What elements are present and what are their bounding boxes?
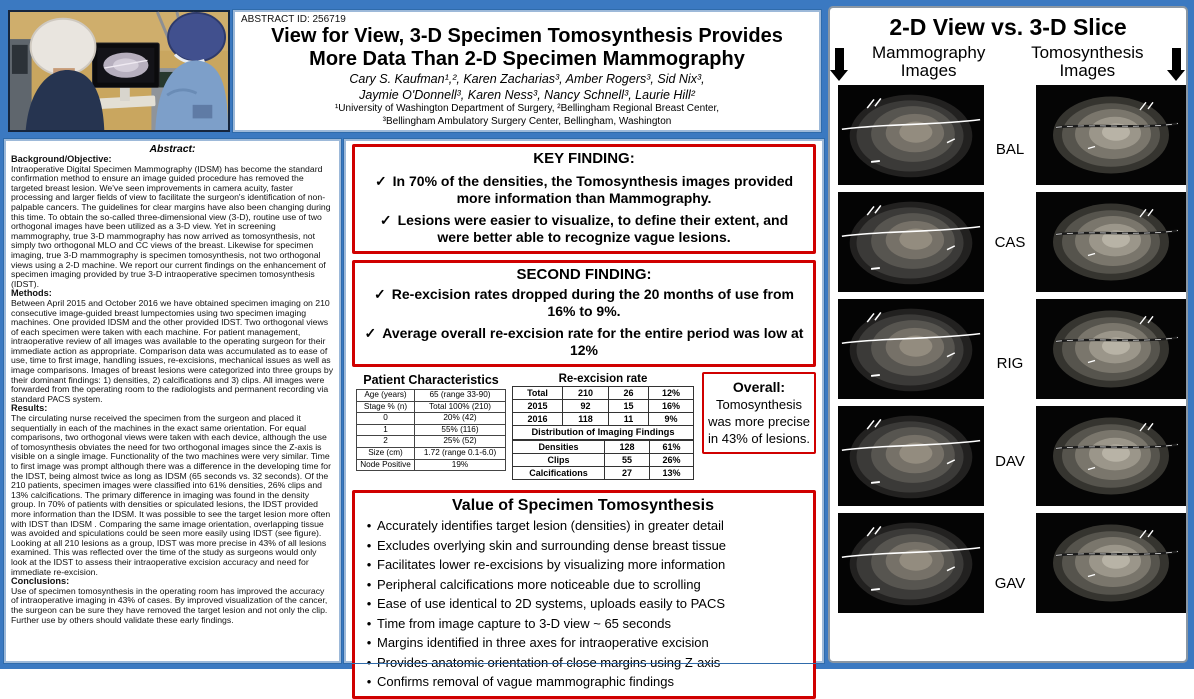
- row-label: GAV: [994, 574, 1026, 592]
- key-finding-item: ✓ Lesions were easier to visualize, to define their extent, and were better able to recognize vague lesions.: [379, 212, 789, 245]
- value-item: • Ease of use identical to 2D systems, uploads easily to PACS: [361, 594, 805, 614]
- tomosynthesis-specimen-image: [1036, 85, 1186, 185]
- poster-title-line1: View for View, 3-D Specimen Tomosynthesis Provides: [271, 25, 783, 47]
- mammography-specimen-image: [838, 299, 984, 399]
- bullet-icon: •: [366, 557, 372, 572]
- poster-title-line2: More Data Than 2-D Specimen Mammography: [309, 48, 745, 70]
- reexcision-table: [512, 386, 694, 426]
- second-finding-item: ✓ Re-excision rates dropped during the 20 months of use from 16% to 9%.: [374, 286, 794, 319]
- section-label: Methods:: [11, 288, 52, 299]
- second-finding-box: [352, 260, 816, 367]
- value-item: • Time from image capture to 3-D view ~ 65 seconds: [361, 614, 805, 634]
- title-panel: [233, 10, 821, 132]
- table-row: 2 25% (52): [357, 436, 506, 448]
- section-label: Background/Objective:: [11, 154, 112, 164]
- second-finding-title: SECOND FINDING:: [516, 266, 652, 283]
- overall-text: Tomosynthesis was more precise in 43% of lesions.: [708, 397, 810, 446]
- section-label: Results:: [11, 403, 48, 414]
- patient-characteristics-table: [356, 389, 506, 471]
- patient-characteristics-title: Patient Characteristics: [363, 373, 499, 387]
- table-row: Age (years) 65 (range 33-90): [357, 390, 506, 402]
- figure-panel: [828, 6, 1188, 663]
- table-row: Stage % (n) Total 100% (210): [357, 401, 506, 413]
- distribution-table: [512, 440, 694, 480]
- row-label: CAS: [994, 233, 1026, 251]
- table-row: 2016 118 11 9%: [513, 413, 694, 426]
- statistics-section: [352, 372, 816, 485]
- figure-row-gav: [838, 513, 1186, 613]
- affiliations-line1: ¹University of Washington Department of Surgery, ²Bellingham Regional Breast Center,: [334, 103, 720, 114]
- tomosynthesis-specimen-image: [1036, 406, 1186, 506]
- abstract-section-methods: [11, 289, 334, 404]
- overall-result-box: [702, 372, 816, 454]
- abstract-section-results: [11, 404, 334, 577]
- value-item: • Excludes overlying skin and surrounding dense breast tissue: [361, 536, 805, 556]
- table-row: 2015 92 15 16%: [513, 400, 694, 413]
- value-item: • Accurately identifies target lesion (densities) in greater detail: [361, 516, 805, 536]
- figure-row-dav: [838, 406, 1186, 506]
- abstract-heading: Abstract:: [149, 143, 196, 155]
- photo-illustration: [10, 12, 228, 130]
- down-arrow-icon: [1171, 48, 1182, 81]
- second-finding-item: ✓ Average overall re-excision rate for the entire period was low at 12%: [364, 325, 804, 358]
- authors-line1: Cary S. Kaufman¹,², Karen Zacharias³, Amber Rogers³, Sid Nix³,: [349, 72, 705, 86]
- table-row: Total 210 26 12%: [513, 387, 694, 400]
- mammography-specimen-image: [838, 192, 984, 292]
- distribution-subheader: Distribution of Imaging Findings: [512, 426, 694, 440]
- bullet-icon: •: [366, 654, 372, 670]
- section-label: Conclusions:: [11, 576, 70, 587]
- table-row: Size (cm) 1.72 (range 0.1-6.0): [357, 447, 506, 459]
- check-icon: ✓: [374, 173, 387, 189]
- key-finding-item: ✓ In 70% of the densities, the Tomosynthesis images provided more information than Mammography.: [374, 173, 794, 206]
- tomosynthesis-specimen-image: [1036, 192, 1186, 292]
- value-title: Value of Specimen Tomosynthesis: [452, 497, 714, 514]
- value-item: • Provides anatomic orientation of close margins using Z-axis: [361, 653, 805, 673]
- check-icon: ✓: [379, 212, 392, 228]
- section-text: Intraoperative Digital Specimen Mammography (IDSM) has become the standard confirmation method to ensure an image guided procedure has removed the targeted breast lesion. We've seen improvements in camera acuity, faster processing and larger fields of view to facilitate the surgeon's identification of non-palpable cancers. The guidelines for clear margins have also been changing during this time. To obtain the so-called three-dimensional view (3-D), routine use of two orthogonal images have been utilized as a 3-D view. Yet in screening mammography, true 3-D mammography has now arrived as tomosynthesis, not simply two orthogonal MLO and CC views of the breast. Likewise for specimen imaging, true 3-D mammography is specimen tomosynthesis, not two orthogonal views using a 2-D machine. We report our current findings on the enhancement of specimen imaging provided by true 3-D intraoperative specimen tomosynthesis (IDST).: [11, 163, 331, 289]
- section-text: Use of specimen tomosynthesis in the operating room has improved the accuracy of intraoperative imaging in 43% of cases. By improved visualization of the cancer, the surgeon can be sure they have removed the target lesion and not only the clip. Further use by others should validate these early findings.: [11, 585, 328, 625]
- row-label: DAV: [995, 452, 1025, 470]
- table-row: Node Positive 19%: [357, 459, 506, 471]
- reexcision-title: Re-excision rate: [558, 373, 648, 385]
- mammography-specimen-image: [838, 406, 984, 506]
- bullet-icon: •: [366, 576, 372, 592]
- value-item: • Facilitates lower re-excisions by visualizing more information: [361, 555, 805, 575]
- row-label: BAL: [995, 140, 1025, 158]
- value-item: • Confirms removal of vague mammographic findings: [361, 672, 805, 692]
- figure-title: 2-D View vs. 3-D Slice: [889, 14, 1127, 40]
- mammography-column-header: Mammography Images: [871, 43, 986, 80]
- abstract-section-conclusions: [11, 577, 334, 625]
- overall-title: Overall:: [732, 379, 786, 395]
- figure-row-bal: [838, 85, 1186, 185]
- tomosynthesis-specimen-image: [1036, 299, 1186, 399]
- table-row: 1 55% (116): [357, 424, 506, 436]
- abstract-section-background: [11, 155, 334, 289]
- table-row: Calcifications 27 13%: [513, 467, 694, 480]
- figure-row-cas: [838, 192, 1186, 292]
- bullet-icon: •: [366, 615, 372, 631]
- patient-characteristics-block: [356, 372, 506, 485]
- tomosynthesis-specimen-image: [1036, 513, 1186, 613]
- affiliations-line2: ³Bellingham Ambulatory Surgery Center, Bellingham, Washington: [382, 115, 672, 127]
- abstract-panel: [4, 139, 341, 663]
- table-row: 0 20% (42): [357, 413, 506, 425]
- abstract-id: ABSTRACT ID: 256719: [241, 14, 346, 25]
- key-finding-box: [352, 144, 816, 254]
- figure-column-headers: [830, 42, 1186, 85]
- mammography-specimen-image: [838, 85, 984, 185]
- figure-row-rig: [838, 299, 1186, 399]
- bullet-icon: •: [366, 596, 372, 611]
- down-arrow-icon: [834, 48, 845, 81]
- check-icon: ✓: [374, 286, 386, 302]
- bullet-icon: •: [366, 635, 372, 650]
- tomosynthesis-column-header: Tomosynthesis Images: [1031, 43, 1144, 80]
- key-finding-title: KEY FINDING:: [533, 150, 635, 167]
- table-row: Clips 55 26%: [513, 454, 694, 467]
- reexcision-block: [512, 372, 694, 485]
- operating-room-photo: [8, 10, 230, 132]
- mammography-specimen-image: [838, 513, 984, 613]
- row-label: RIG: [996, 354, 1024, 372]
- bullet-icon: •: [366, 674, 372, 689]
- check-icon: ✓: [364, 325, 377, 341]
- section-text: The circulating nurse received the specimen from the surgeon and placed it sequentially in each of the machines in the exact same orientation. For equal comparisons, two orthogonal views were taken with each device, although the use of tomosynthesis obviates the need for two orthogonal images since the Z-axis is visible on a single image. Functionality of the two machines were very similar. Time to first image was prompt although there was a difference in the developing time for the IDST, being almost twice as long as IDSM (65 seconds vs. 32 seconds). Of the 210 patients, specimen images were classified into 61% densities, 26% clips and 13% calcifications. The primary difference in imaging was found in the density group. In 70% of patients with densities or spiculated lesions, the IDST provided more information than the IDSM. It was possible to see the target lesion more often with IDST than IDSM . Comparing the same image orientation, overlapping tissue was avoided and spiculations could be seen more easily using IDST (see figure). Looking at all 210 lesions as a group, IDST was more precise in 43% of all lesions examined. This was reflected over the time of the study as surgeons would only look at the IDST to assess their intraoperative excision accuracy and need for immediate re-excision.: [11, 413, 332, 577]
- bullet-icon: •: [366, 518, 372, 533]
- table-row: Densities 128 61%: [513, 441, 694, 454]
- section-text: Between April 2015 and October 2016 we have obtained specimen imaging on 210 consecutive image-guided breast lumpectomies using two specimen imaging machines. One provided IDSM and the other provided IDST. Two orthogonal views of each specimen were taken with each machine. For patient management, intraoperative review of all images was available to the operating surgeon for their immediate action as appropriate. Comparison data was accumulated as to ease of use, time to first image, handling issues, re-excisions, mechanical issues as well as image comparisons. Images of breast lesions were categorized into three groups by their dominant findings: 1) densities, 2) calcifications and 3) clips. All images were forwarded from the operating room to the radiologists and permanent recording via standard PACS system.: [11, 297, 334, 404]
- findings-panel: [344, 139, 824, 689]
- authors-line2: Jaymie O'Donnell³, Karen Ness³, Nancy Schnell³, Laurie Hill²: [359, 88, 695, 102]
- value-box: [352, 490, 816, 699]
- value-item: • Margins identified in three axes for intraoperative excision: [361, 633, 805, 653]
- bullet-icon: •: [366, 537, 372, 553]
- value-item: • Peripheral calcifications more noticeable due to scrolling: [361, 575, 805, 595]
